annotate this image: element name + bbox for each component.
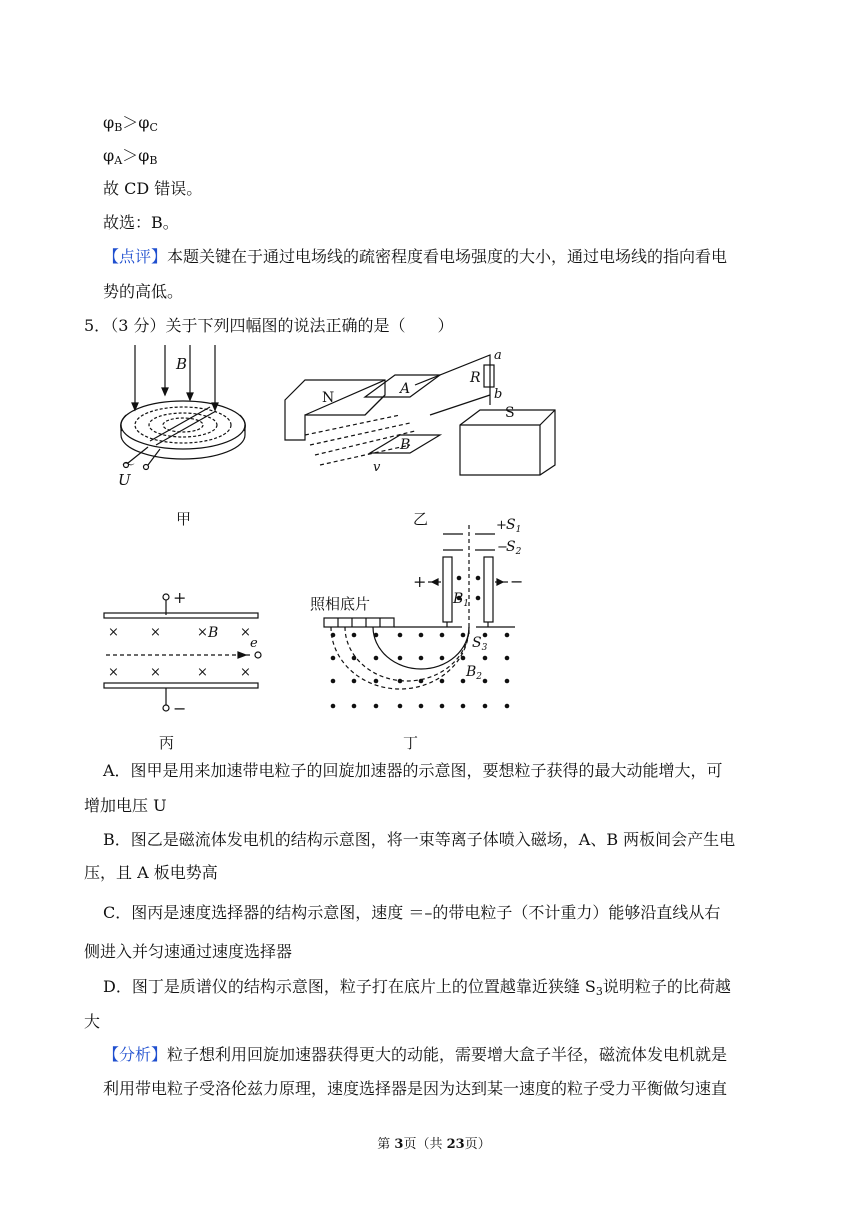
field-dot	[483, 656, 488, 661]
yi-caption: 乙	[413, 510, 429, 528]
solution-line-phi-a-b: $\varphi_A>\varphi_B$	[103, 146, 158, 167]
field-dot	[505, 633, 510, 638]
field-dot	[331, 633, 336, 638]
bing-cross: ×	[240, 665, 251, 680]
field-dot	[352, 704, 357, 709]
option-c-line-2: 侧进入并匀速通过速度选择器	[84, 942, 293, 961]
field-dot	[440, 679, 445, 684]
field-dot	[440, 704, 445, 709]
jia-caption: 甲	[176, 510, 192, 528]
field-dot	[457, 576, 462, 581]
field-dot	[398, 679, 403, 684]
yi-label-n: N	[322, 390, 335, 406]
comment-tag: 【点评】	[103, 247, 168, 266]
ding-label-b1: $B_1$	[453, 591, 470, 609]
ding-label-film: 照相底片	[310, 595, 371, 613]
field-dot	[419, 704, 424, 709]
solution-line-cd-wrong: 故 CD 错误。	[103, 179, 203, 198]
field-dot	[440, 633, 445, 638]
ding-label-s3: $S_3$	[472, 635, 488, 653]
bing-caption: 丙	[159, 734, 175, 752]
solution-line-choice: 故选：B。	[103, 213, 179, 232]
field-dot	[483, 704, 488, 709]
field-dot	[461, 656, 466, 661]
yi-label-a-plate: A	[400, 381, 411, 397]
field-dot	[419, 633, 424, 638]
comment-line-1: 【点评】本题关键在于通过电场线的疏密程度看电场强度的大小，通过电场线的指向看电	[103, 247, 728, 266]
jia-label-u: U	[118, 471, 131, 489]
yi-label-s: S	[505, 405, 515, 421]
option-a-line-2: 增加电压 U	[84, 796, 167, 815]
option-d-line-1: D．图丁是质谱仪的结构示意图，粒子打在底片上的位置越靠近狭缝 $S_3$说明粒子的比荷越	[103, 977, 731, 998]
bing-cross: ×	[240, 625, 251, 640]
field-dot	[461, 633, 466, 638]
field-dot	[483, 633, 488, 638]
field-dot	[331, 656, 336, 661]
ding-label-s2: $S_2$	[506, 539, 522, 557]
field-dot	[352, 679, 357, 684]
analysis-tag: 【分析】	[103, 1045, 168, 1064]
field-dot	[352, 656, 357, 661]
field-dot	[461, 679, 466, 684]
field-dot	[419, 656, 424, 661]
analysis-line-1: 【分析】粒子想利用回旋加速器获得更大的动能，需要增大盒子半径，磁流体发电机就是	[103, 1045, 728, 1064]
option-c-line-1: C．图丙是速度选择器的结构示意图，速度 ＝–的带电粒子（不计重力）能够沿直线从右	[103, 903, 721, 922]
field-dot	[505, 656, 510, 661]
ding-label-minus: −	[510, 572, 524, 591]
jia-label-b: B	[176, 355, 188, 373]
jia-label-tilde: ～	[122, 458, 136, 473]
bing-cross: ×	[150, 625, 161, 640]
option-b-line-2: 压，且 A 板电势高	[84, 863, 218, 882]
solution-line-phi-b-c: $\varphi_B>\varphi_C$	[103, 113, 158, 134]
yi-label-b-small: b	[494, 387, 503, 402]
field-dot	[440, 656, 445, 661]
bing-cross: ×	[197, 665, 208, 680]
question-stem: 5．（3 分）关于下列四幅图的说法正确的是（ ）	[84, 316, 454, 335]
page-footer: 第 3页（共 23页）	[377, 1137, 491, 1152]
field-dot	[505, 704, 510, 709]
yi-label-b-plate: B	[400, 437, 411, 453]
bing-cross: ×	[197, 625, 208, 640]
ding-label-plus: +	[413, 572, 427, 591]
field-dot	[505, 679, 510, 684]
field-dot	[374, 704, 379, 709]
comment-line-2: 势的高低。	[103, 282, 184, 301]
bing-cross: ×	[150, 665, 161, 680]
page-total: 23	[446, 1137, 465, 1152]
ding-label-b2: $B_2$	[466, 664, 483, 682]
field-dot	[374, 633, 379, 638]
yi-label-v: v	[373, 460, 381, 475]
ding-minus-s2: −	[497, 540, 508, 555]
ding-label-s1: $S_1$	[506, 517, 522, 535]
figure-bing-velocity-selector	[104, 594, 261, 711]
bing-label-minus: −	[173, 699, 187, 718]
yi-label-a: a	[494, 348, 502, 363]
field-dot	[352, 633, 357, 638]
field-dot	[374, 679, 379, 684]
ding-plus-s1: +	[496, 518, 507, 533]
field-dot	[476, 596, 481, 601]
field-dot	[331, 704, 336, 709]
field-dot	[483, 679, 488, 684]
field-dot	[398, 704, 403, 709]
bing-label-b: B	[208, 625, 219, 641]
field-dot	[461, 704, 466, 709]
bing-cross: ×	[108, 665, 119, 680]
bing-cross: ×	[108, 625, 119, 640]
question-figures	[0, 335, 868, 755]
option-d-line-2: 大	[84, 1012, 101, 1031]
field-dot	[398, 656, 403, 661]
page-number: 3	[394, 1137, 404, 1152]
analysis-line-2: 利用带电粒子受洛伦兹力原理，速度选择器是因为达到某一速度的粒子受力平衡做匀速直	[103, 1079, 728, 1098]
field-dot	[398, 633, 403, 638]
yi-label-r: R	[470, 370, 481, 386]
bing-label-plus: +	[173, 588, 187, 607]
field-dot	[419, 679, 424, 684]
bing-label-e: e	[250, 636, 258, 651]
option-a-line-1: A．图甲是用来加速带电粒子的回旋加速器的示意图，要想粒子获得的最大动能增大，可	[103, 761, 723, 780]
option-b-line-1: B．图乙是磁流体发电机的结构示意图，将一束等离子体喷入磁场，A、B 两板间会产生电	[103, 830, 736, 849]
ding-caption: 丁	[403, 734, 419, 752]
field-dot	[374, 656, 379, 661]
field-dot	[331, 679, 336, 684]
field-dot	[476, 576, 481, 581]
